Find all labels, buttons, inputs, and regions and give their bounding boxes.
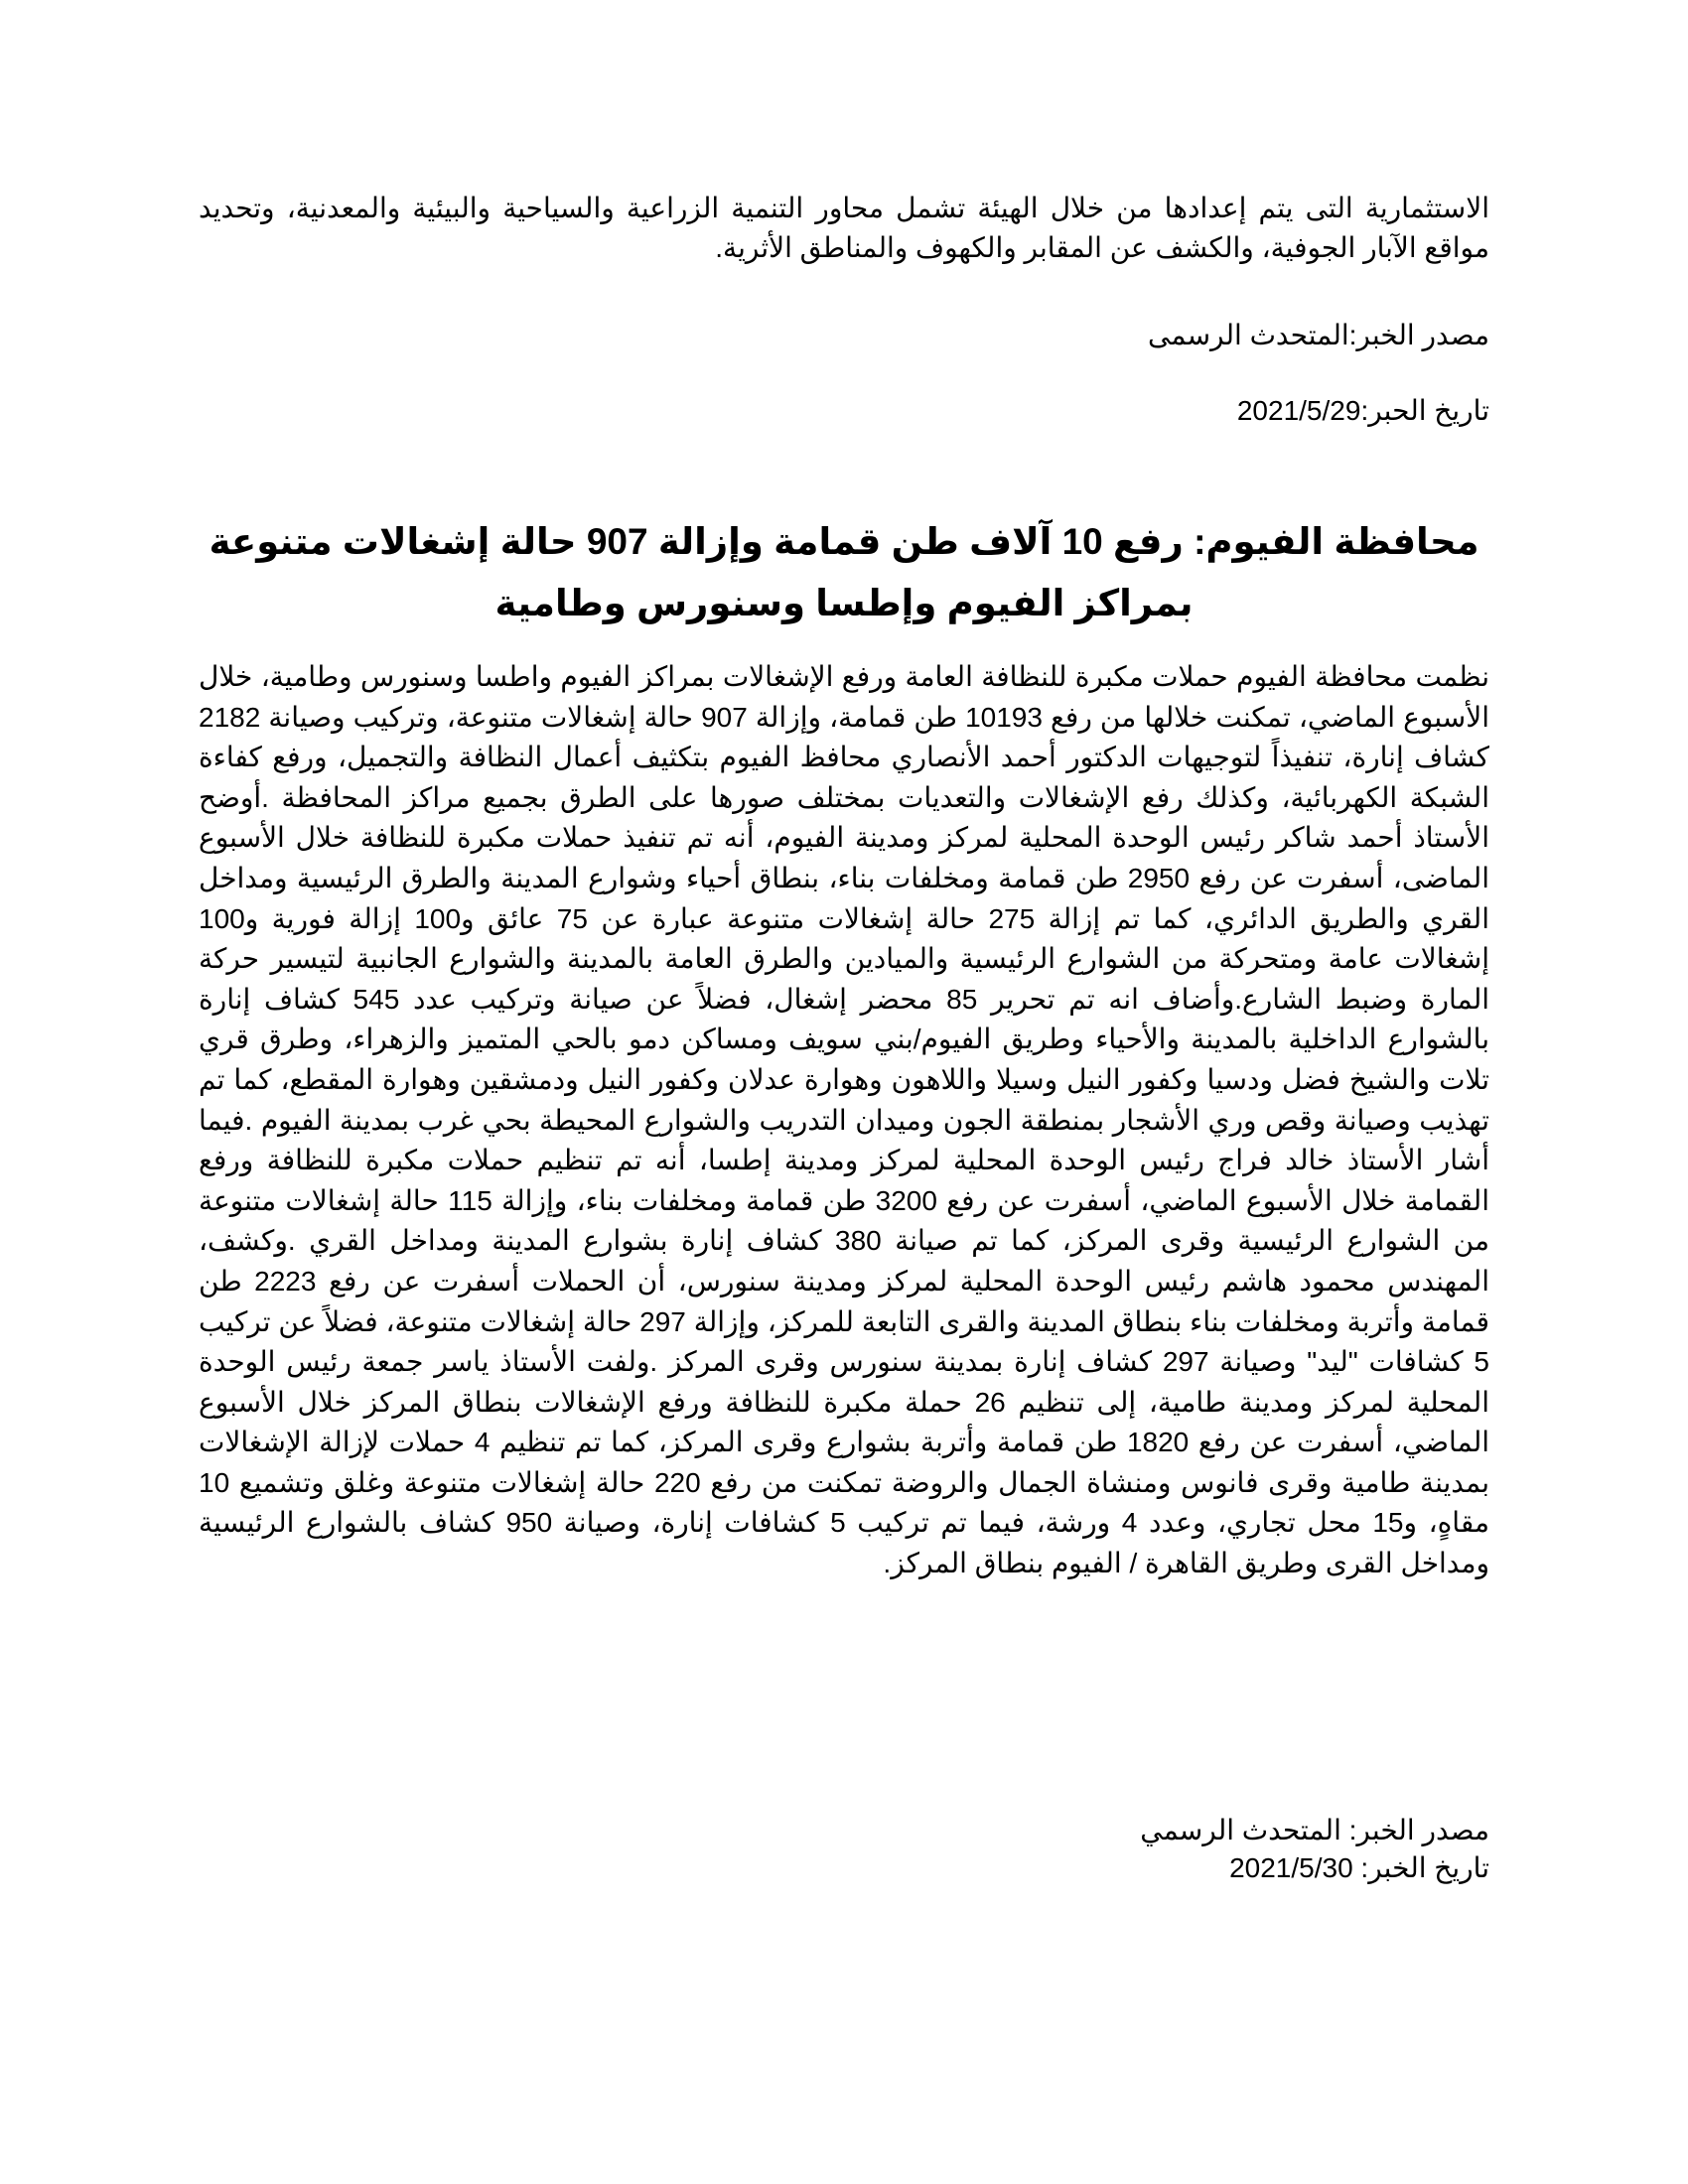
article-headline: محافظة الفيوم: رفع 10 آلاف طن قمامة وإزالة 907 حالة إشغالات متنوعة بمراكز الفيوم وإطسا وسنورس وطامية xyxy=(209,521,1479,623)
intro-paragraph: الاستثمارية التى يتم إعدادها من خلال الهيئة تشمل محاور التنمية الزراعية والسياحية والبيئية والمعدنية، وتحديد مواقع الآبار الجوفية، والكشف عن المقابر والكهوف والمناطق الأثرية. xyxy=(199,193,1489,263)
first-news-source: مصدر الخبر:المتحدث الرسمى xyxy=(1148,320,1489,350)
first-news-date: تاريخ الحبر:2021/5/29 xyxy=(1236,395,1489,426)
article-body-paragraph: نظمت محافظة الفيوم حملات مكبرة للنظافة العامة ورفع الإشغالات بمراكز الفيوم واطسا وسنورس وطامية، خلال الأسبوع الماضي، تمكنت خلالها من رفع 10193 طن قمامة، وإزالة 907 حالة إشغالات متنوعة، وتركيب وصيانة 2182 كشاف إنارة، تنفيذاً لتوجيهات الدكتور أحمد الأنصاري محافظ الفيوم بتكثيف أعمال النظافة والتجميل، ورفع كفاءة الشبكة الكهربائية، وكذلك رفع الإشغالات والتعديات بمختلف صورها على الطرق بجميع مراكز المحافظة .أوضح الأستاذ أحمد شاكر رئيس الوحدة المحلية لمركز ومدينة الفيوم، أنه تم تنفيذ حملات مكبرة للنظافة خلال الأسبوع الماضى، أسفرت عن رفع 2950 طن قمامة ومخلفات بناء، بنطاق أحياء وشوارع المدينة والطرق الرئيسية ومداخل القري والطريق الدائري، كما تم إزالة 275 حالة إشغالات متنوعة عبارة عن 75 عائق و100 إزالة فورية و100 إشغالات عامة ومتحركة من الشوارع الرئيسية والميادين والطرق العامة بالمدينة والشوارع الجانبية لتيسير حركة المارة وضبط الشارع.وأضاف انه تم تحرير 85 محضر إشغال، فضلاً عن صيانة وتركيب عدد 545 كشاف إنارة بالشوارع الداخلية بالمدينة والأحياء وطريق الفيوم/بني سويف ومساكن دمو بالحي المتميز والزهراء، وطرق قري تلات والشيخ فضل ودسيا وكفور النيل وسيلا واللاهون وهوارة عدلان وكفور النيل ودمشقين وهوارة المقطع، كما تم تهذيب وصيانة وقص وري الأشجار بمنطقة الجون وميدان التدريب والشوارع المحيطة بحي غرب بمدينة الفيوم .فيما أشار الأستاذ خالد فراج رئيس الوحدة المحلية لمركز ومدينة إطسا، أنه تم تنظيم حملات مكبرة للنظافة ورفع القمامة خلال الأسبوع الماضي، أسفرت عن رفع 3200 طن قمامة ومخلفات بناء، وإزالة 115 حالة إشغالات متنوعة من الشوارع الرئيسية وقرى المركز، كما تم صيانة 380 كشاف إنارة بشوارع المدينة ومداخل القري .وكشف، المهندس محمود هاشم رئيس الوحدة المحلية لمركز ومدينة سنورس، أن الحملات أسفرت عن رفع 2223 طن قمامة وأتربة ومخلفات بناء بنطاق المدينة والقرى التابعة للمركز، وإزالة 297 حالة إشغالات متنوعة، فضلاً عن تركيب 5 كشافات "ليد" وصيانة 297 كشاف إنارة بمدينة سنورس وقرى المركز .ولفت الأستاذ ياسر جمعة رئيس الوحدة المحلية لمركز ومدينة طامية، إلى تنظيم 26 حملة مكبرة للنظافة ورفع الإشغالات بنطاق المركز خلال الأسبوع الماضي، أسفرت عن رفع 1820 طن قمامة وأتربة بشوارع وقرى المركز، كما تم تنظيم 4 حملات لإزالة الإشغالات بمدينة طامية وقرى فانوس ومنشاة الجمال والروضة تمكنت من رفع 220 حالة إشغالات متنوعة وغلق وتشميع 10 مقاهٍ، و15 محل تجاري، وعدد 4 ورشة، فيما تم تركيب 5 كشافات إنارة، وصيانة 950 كشاف بالشوارع الرئيسية ومداخل القرى وطريق القاهرة / الفيوم بنطاق المركز. xyxy=(199,661,1490,1579)
second-news-date: تاريخ الخبر: 2021/5/30 xyxy=(1229,1852,1489,1883)
second-news-source: مصدر الخبر: المتحدث الرسمي xyxy=(1140,1815,1489,1845)
